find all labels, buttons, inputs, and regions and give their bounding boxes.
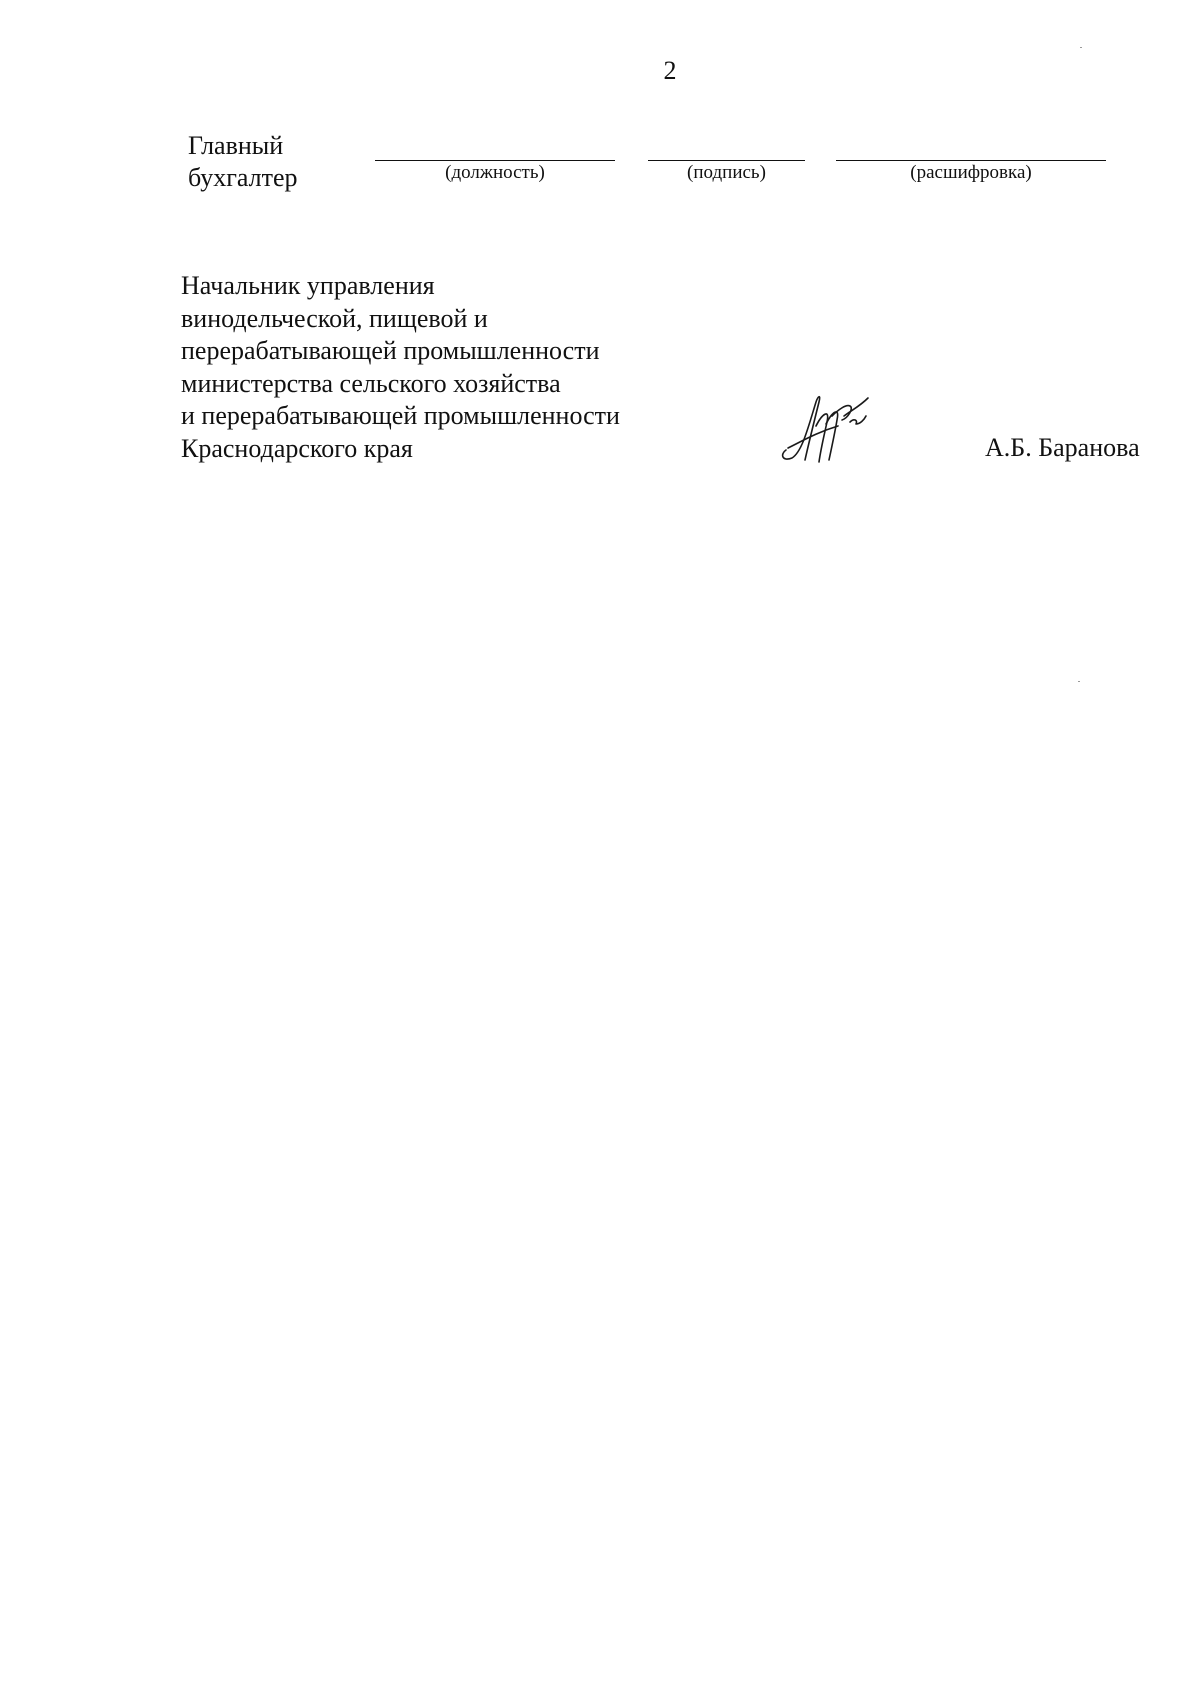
decoding-caption: (расшифровка) (910, 162, 1032, 183)
head-position-block (181, 270, 620, 465)
scan-speck (1078, 681, 1080, 682)
head-position-line: министерства сельского хозяйства (181, 368, 561, 398)
signer-name: А.Б. Баранова (985, 433, 1140, 462)
handwritten-signature (778, 388, 878, 466)
scan-speck (1080, 47, 1082, 48)
position-blank-line (375, 160, 615, 161)
chief-accountant-line-1: Главный (188, 131, 284, 160)
head-position-line: винодельческой, пищевой и (181, 303, 488, 333)
head-position-line: Краснодарского края (181, 433, 413, 463)
head-position-line: Начальник управления (181, 271, 435, 300)
chief-accountant-line-2: бухгалтер (188, 163, 298, 192)
signature-caption: (подпись) (687, 162, 766, 183)
chief-accountant-label (188, 130, 298, 194)
page-number: 2 (663, 56, 677, 85)
signature-blank-line (648, 160, 805, 161)
head-position-line: и перерабатывающей промышленности (181, 401, 620, 430)
position-caption: (должность) (445, 162, 545, 183)
head-position-line: перерабатывающей промышленности (181, 336, 600, 365)
decoding-blank-line (836, 160, 1106, 161)
